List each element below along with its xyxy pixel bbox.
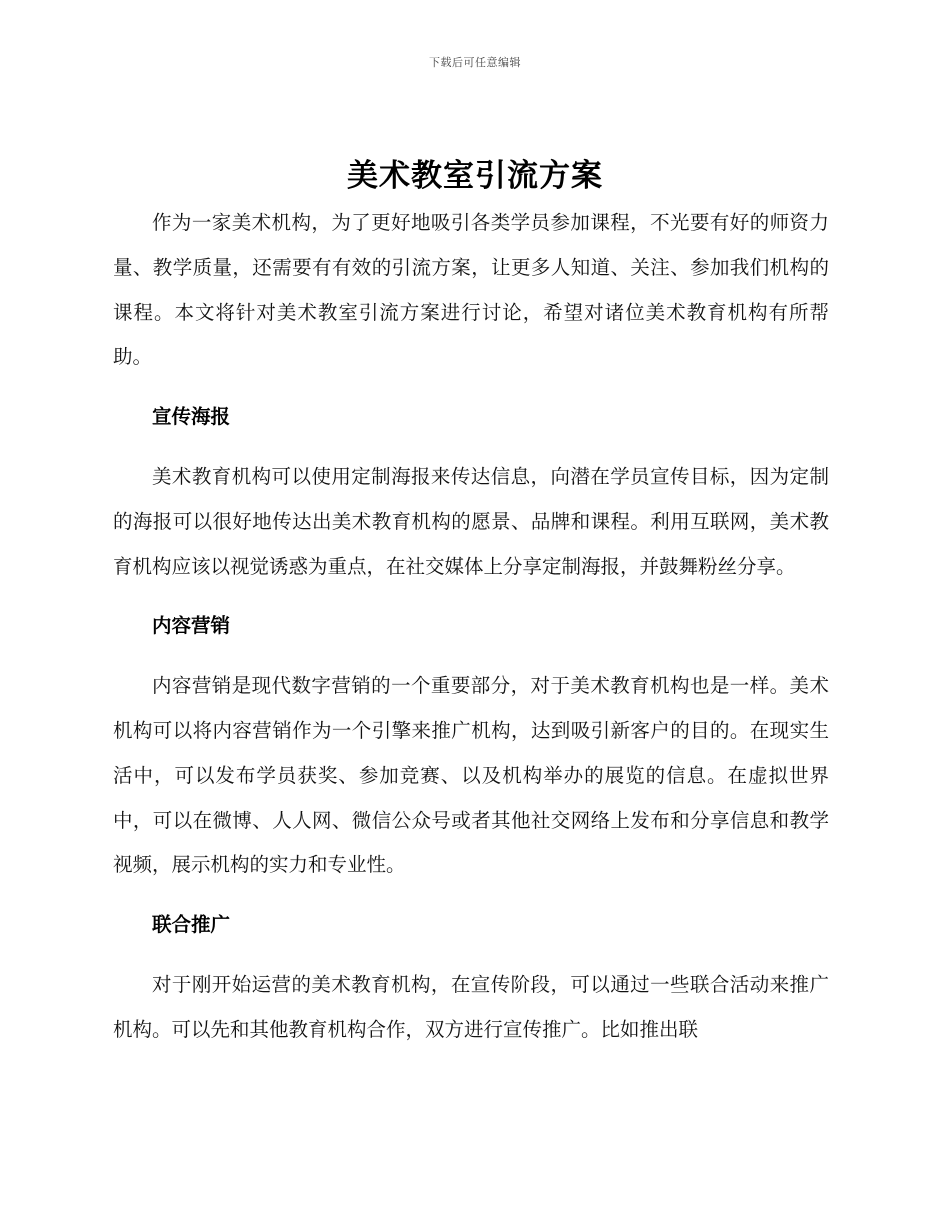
section-body-joint-promotion: 对于刚开始运营的美术教育机构，在宣传阶段，可以通过一些联合活动来推广机构。可以先和其他教育机构合作，双方进行宣传推广。比如推出联 — [113, 972, 829, 1041]
section-heading-posters: 宣传海报 — [152, 405, 231, 429]
document-title: 美术教室引流方案 — [347, 158, 603, 194]
section-heading-joint-promotion: 联合推广 — [152, 913, 231, 937]
intro-paragraph: 作为一家美术机构，为了更好地吸引各类学员参加课程，不光要有好的师资力量、教学质量，还需要有有效的引流方案，让更多人知道、关注、参加我们机构的课程。本文将针对美术教室引流方案进行讨论，希望对诸位美术教育机构有所帮助。 — [113, 211, 829, 369]
section-body-posters: 美术教育机构可以使用定制海报来传达信息，向潜在学员宣传目标，因为定制的海报可以很好地传达出美术教育机构的愿景、品牌和课程。利用互联网，美术教育机构应该以视觉诱惑为重点，在社交媒体上分享定制海报，并鼓舞粉丝分享。 — [113, 464, 829, 578]
header-note: 下载后可任意编辑 — [429, 56, 521, 69]
section-heading-content-marketing: 内容营销 — [152, 614, 231, 638]
section-body-content-marketing: 内容营销是现代数字营销的一个重要部分，对于美术教育机构也是一样。美术机构可以将内容营销作为一个引擎来推广机构，达到吸引新客户的目的。在现实生活中，可以发布学员获奖、参加竞赛、以及机构举办的展览的信息。在虚拟世界中，可以在微博、人人网、微信公众号或者其他社交网络上发布和分享信息和教学视频，展示机构的实力和专业性。 — [113, 674, 829, 877]
document-body — [113, 201, 829, 1053]
